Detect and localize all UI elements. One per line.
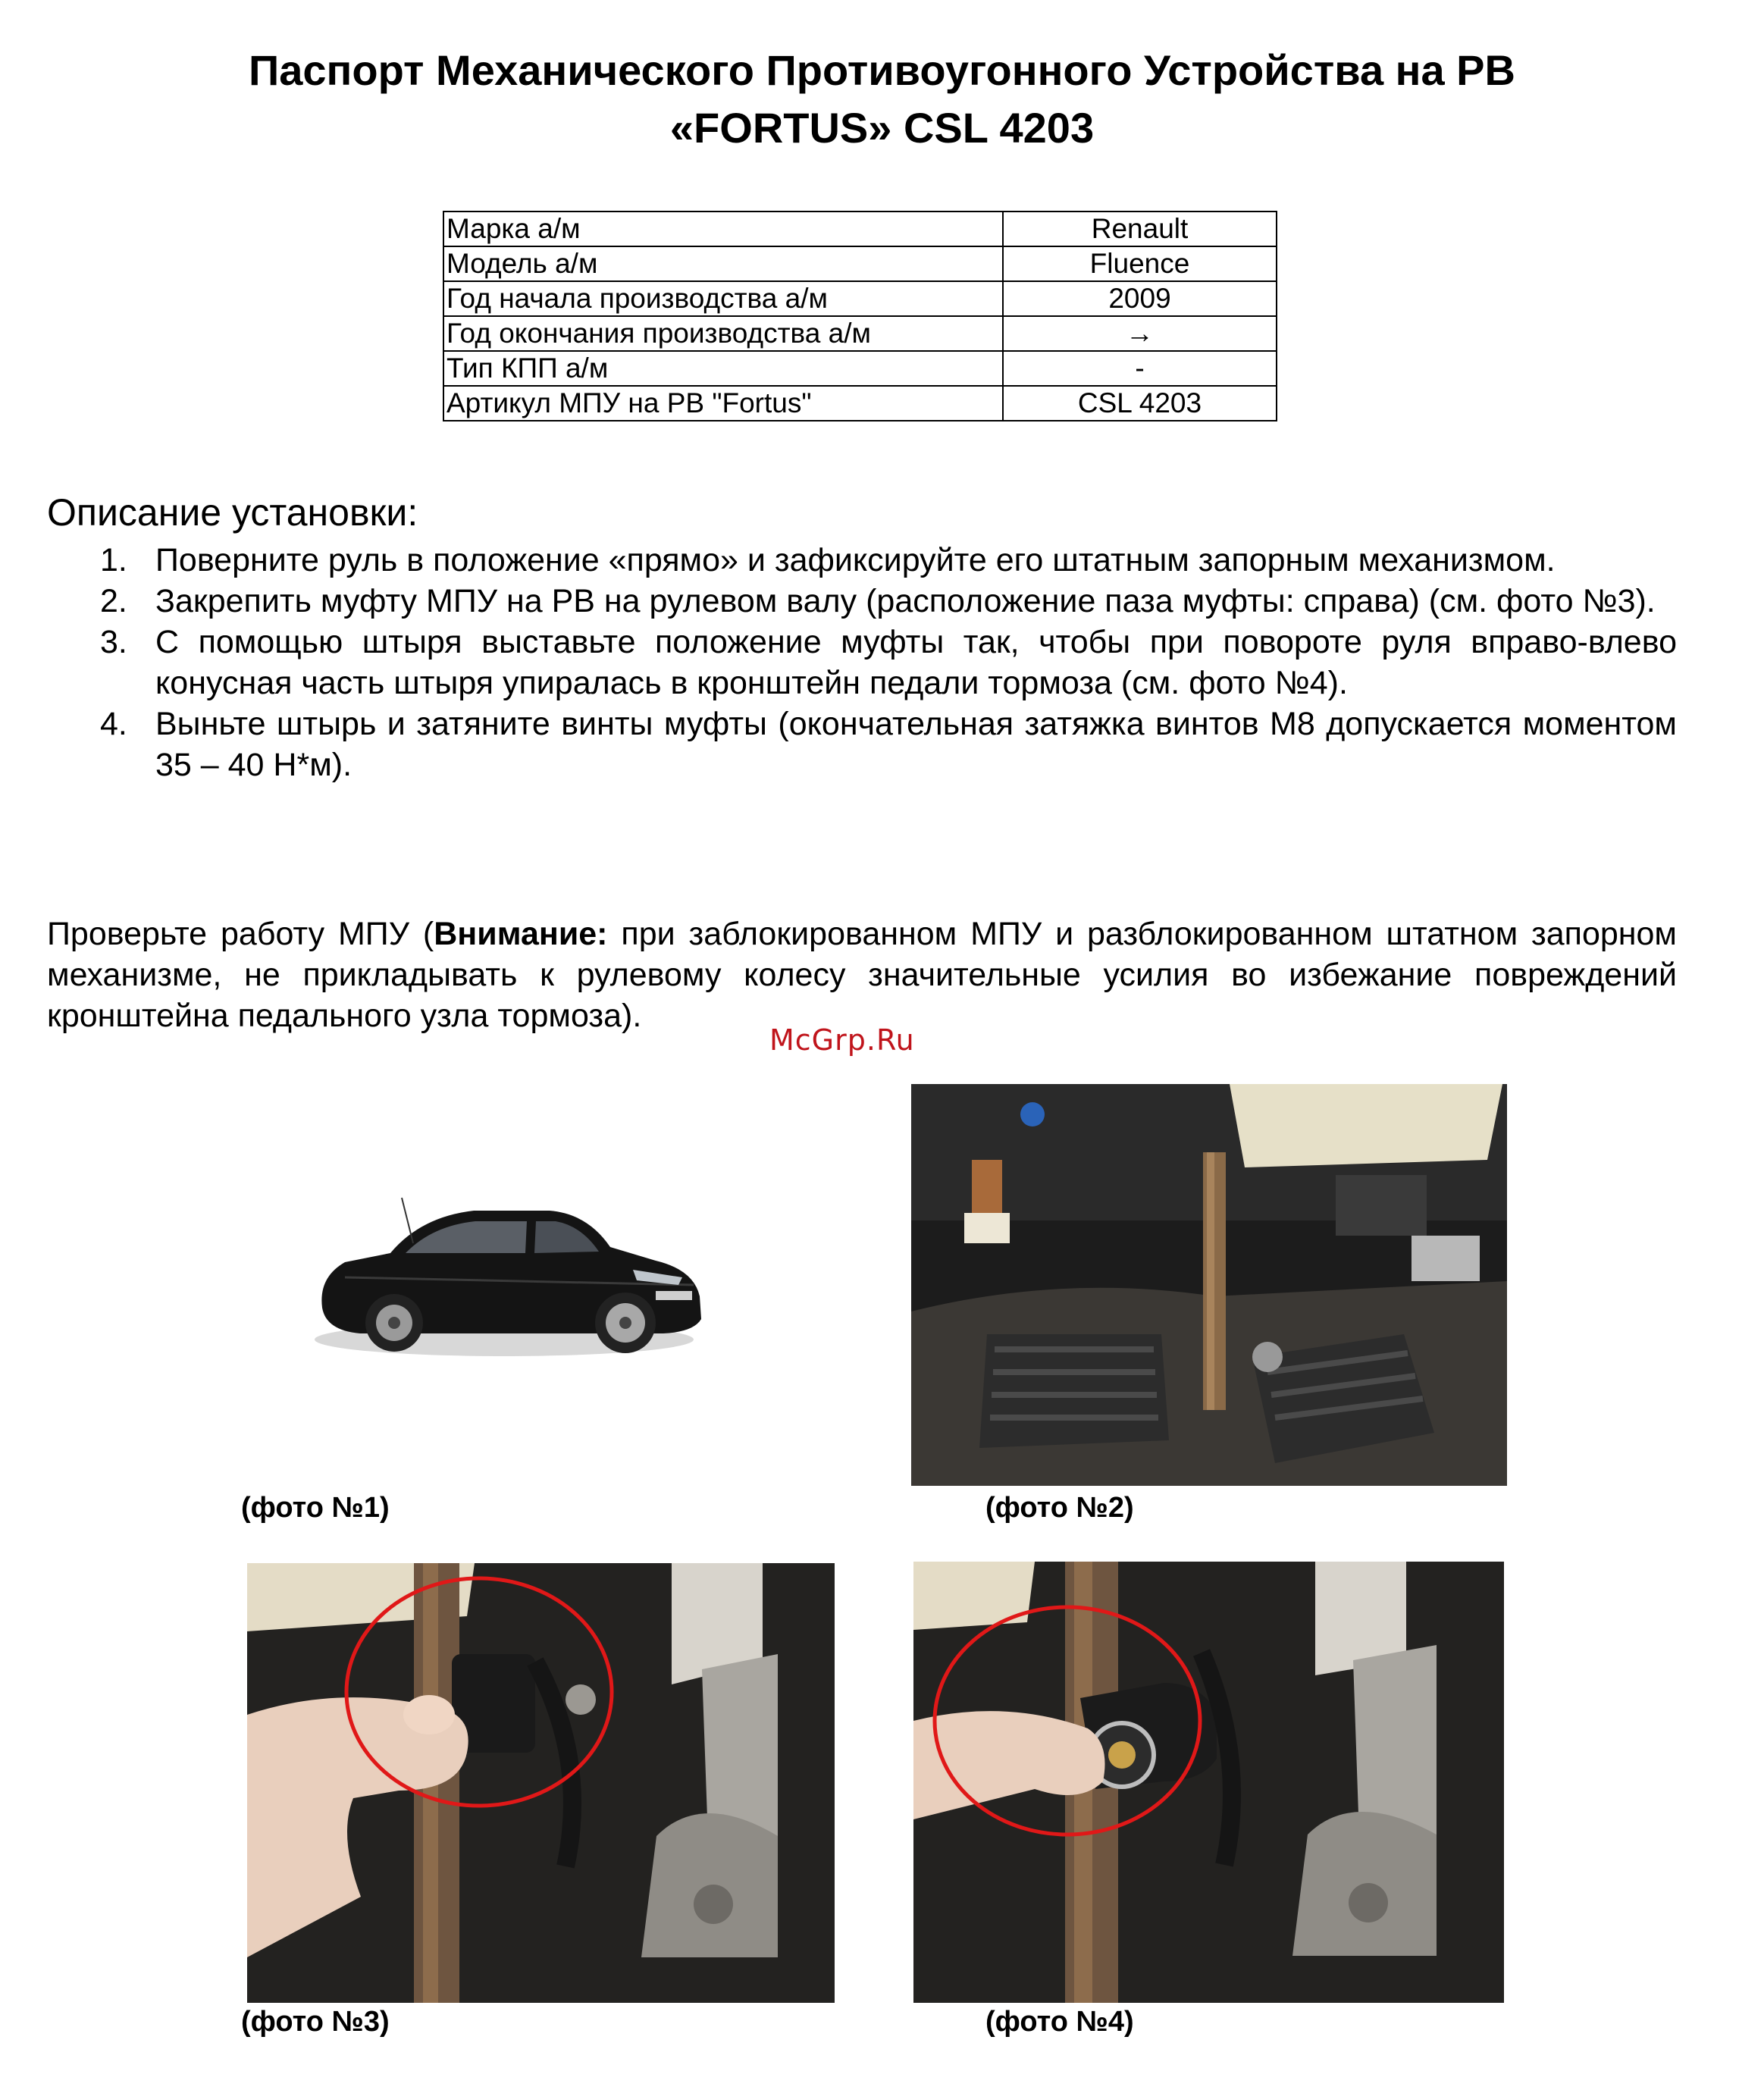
row-label: Год окончания производства а/м bbox=[443, 316, 1003, 351]
installation-steps bbox=[47, 540, 1677, 785]
list-item bbox=[47, 581, 1677, 622]
spec-table bbox=[443, 211, 1277, 421]
watermark: McGrp.Ru bbox=[769, 1023, 915, 1057]
note-prefix: Проверьте работу МПУ ( bbox=[47, 916, 434, 952]
row-value: - bbox=[1003, 351, 1277, 386]
car-image bbox=[299, 1164, 724, 1368]
step-text: Закрепить муфту МПУ на РВ на рулевом валу (расположение паза муфты: справа) (см. фото №3). bbox=[155, 583, 1656, 619]
row-value: Renault bbox=[1003, 212, 1277, 246]
coupling-install-image bbox=[247, 1563, 835, 2003]
table-row bbox=[443, 351, 1277, 386]
row-value: → bbox=[1003, 316, 1277, 351]
list-item bbox=[47, 622, 1677, 703]
page-subtitle: «FORTUS» CSL 4203 bbox=[669, 104, 1095, 152]
row-label: Тип КПП а/м bbox=[443, 351, 1003, 386]
photo-3-caption: (фото №3) bbox=[241, 2006, 390, 2038]
step-text: С помощью штыря выставьте положение муфты так, чтобы при повороте руля вправо-влево конусная часть штыря упиралась в кронштейн педали тормоза (см. фото №4). bbox=[155, 624, 1677, 701]
photo-1-car bbox=[299, 1164, 724, 1368]
step-number: 2. bbox=[100, 583, 127, 619]
step-text: Поверните руль в положение «прямо» и зафиксируйте его штатным запорным механизмом. bbox=[155, 542, 1556, 578]
lock-install-image bbox=[913, 1562, 1504, 2003]
list-item bbox=[47, 703, 1677, 785]
note-bold-warning: Внимание: bbox=[434, 916, 608, 952]
photo-2-caption: (фото №2) bbox=[985, 1492, 1134, 1524]
step-number: 1. bbox=[100, 542, 127, 578]
row-value: 2009 bbox=[1003, 281, 1277, 316]
warning-note bbox=[47, 913, 1677, 1036]
page-title: Паспорт Механического Противоугонного Устройства на РВ bbox=[249, 46, 1515, 94]
row-value: Fluence bbox=[1003, 246, 1277, 281]
row-label: Год начала производства а/м bbox=[443, 281, 1003, 316]
photo-3-coupling bbox=[247, 1563, 835, 2003]
photo-2-pedals bbox=[911, 1084, 1507, 1486]
list-item bbox=[47, 540, 1677, 581]
pedal-assembly-image bbox=[911, 1084, 1507, 1486]
row-value: CSL 4203 bbox=[1003, 386, 1277, 421]
photo-4-lock bbox=[913, 1562, 1504, 2003]
step-number: 4. bbox=[100, 706, 127, 742]
note-text: при заблокированном МПУ и разблокированном штатном запорном механизме, не прикладывать к рулевому колесу значительные усилия во избежание повреждений кронштейна педального узла тормоза). bbox=[47, 916, 1677, 1034]
step-number: 3. bbox=[100, 624, 127, 660]
table-row bbox=[443, 386, 1277, 421]
row-label: Модель а/м bbox=[443, 246, 1003, 281]
row-label: Артикул МПУ на РВ "Fortus" bbox=[443, 386, 1003, 421]
table-row bbox=[443, 246, 1277, 281]
table-row bbox=[443, 316, 1277, 351]
installation-heading: Описание установки: bbox=[47, 491, 418, 534]
photo-4-caption: (фото №4) bbox=[985, 2006, 1134, 2038]
step-text: Выньте штырь и затяните винты муфты (окончательная затяжка винтов М8 допускается моментом 35 – 40 Н*м). bbox=[155, 706, 1677, 783]
photo-1-caption: (фото №1) bbox=[241, 1492, 390, 1524]
table-row bbox=[443, 281, 1277, 316]
row-label: Марка а/м bbox=[443, 212, 1003, 246]
table-row bbox=[443, 212, 1277, 246]
